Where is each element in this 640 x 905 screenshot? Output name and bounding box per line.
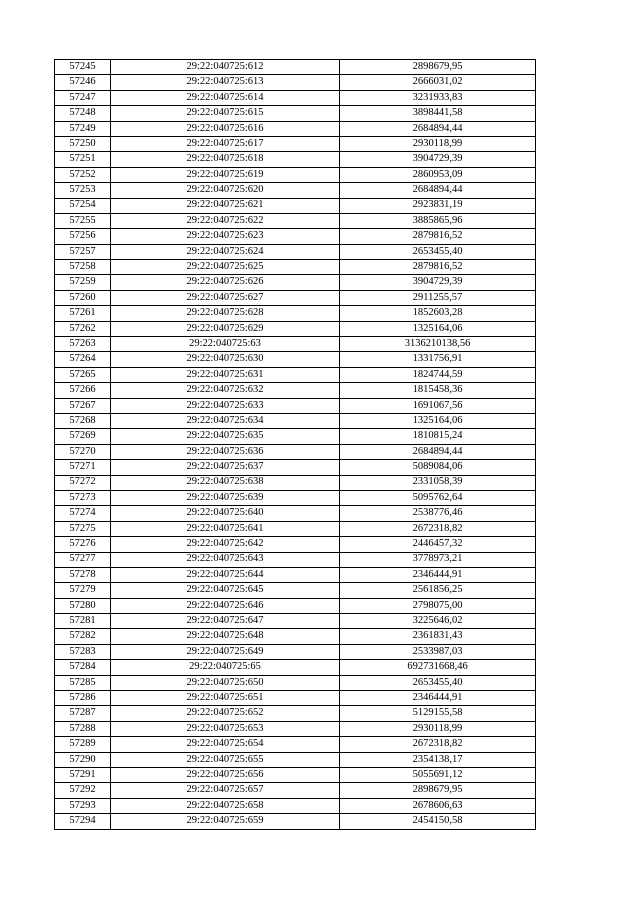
- cadastral-value-cell: 2684894,44: [340, 183, 536, 198]
- cadastral-value-cell: 3136210138,56: [340, 337, 536, 352]
- row-number-cell: 57291: [55, 767, 111, 782]
- table-row: [55, 614, 536, 629]
- cadastral-number-cell: 29:22:040725:632: [111, 383, 340, 398]
- table-row: [55, 798, 536, 813]
- row-number-cell: 57288: [55, 721, 111, 736]
- row-number-cell: 57270: [55, 444, 111, 459]
- cadastral-number-cell: 29:22:040725:652: [111, 706, 340, 721]
- cadastral-value-table: [54, 59, 536, 830]
- table-row: [55, 290, 536, 305]
- table-row: [55, 275, 536, 290]
- cadastral-number-cell: 29:22:040725:645: [111, 583, 340, 598]
- row-number-cell: 57275: [55, 521, 111, 536]
- table-row: [55, 75, 536, 90]
- row-number-cell: 57249: [55, 121, 111, 136]
- table-row: [55, 644, 536, 659]
- row-number-cell: 57251: [55, 152, 111, 167]
- table-row: [55, 475, 536, 490]
- cadastral-value-cell: 2653455,40: [340, 675, 536, 690]
- row-number-cell: 57287: [55, 706, 111, 721]
- cadastral-number-cell: 29:22:040725:615: [111, 106, 340, 121]
- table-row: [55, 629, 536, 644]
- cadastral-number-cell: 29:22:040725:649: [111, 644, 340, 659]
- table-row: [55, 752, 536, 767]
- cadastral-number-cell: 29:22:040725:624: [111, 244, 340, 259]
- cadastral-number-cell: 29:22:040725:618: [111, 152, 340, 167]
- cadastral-value-cell: 2538776,46: [340, 506, 536, 521]
- table-row: [55, 213, 536, 228]
- cadastral-number-cell: 29:22:040725:642: [111, 537, 340, 552]
- table-row: [55, 783, 536, 798]
- table-row: [55, 229, 536, 244]
- row-number-cell: 57273: [55, 490, 111, 505]
- cadastral-number-cell: 29:22:040725:650: [111, 675, 340, 690]
- cadastral-value-cell: 3904729,39: [340, 275, 536, 290]
- cadastral-number-cell: 29:22:040725:65: [111, 660, 340, 675]
- cadastral-value-cell: 2454150,58: [340, 814, 536, 829]
- row-number-cell: 57258: [55, 260, 111, 275]
- cadastral-number-cell: 29:22:040725:612: [111, 60, 340, 75]
- cadastral-value-cell: 1325164,06: [340, 413, 536, 428]
- cadastral-value-cell: 692731668,46: [340, 660, 536, 675]
- table-row: [55, 398, 536, 413]
- cadastral-value-cell: 2331058,39: [340, 475, 536, 490]
- row-number-cell: 57277: [55, 552, 111, 567]
- table-row: [55, 691, 536, 706]
- cadastral-value-cell: 2653455,40: [340, 244, 536, 259]
- table-row: [55, 737, 536, 752]
- row-number-cell: 57268: [55, 413, 111, 428]
- cadastral-value-cell: 2911255,57: [340, 290, 536, 305]
- cadastral-number-cell: 29:22:040725:625: [111, 260, 340, 275]
- row-number-cell: 57252: [55, 167, 111, 182]
- cadastral-number-cell: 29:22:040725:629: [111, 321, 340, 336]
- cadastral-value-cell: 2346444,91: [340, 567, 536, 582]
- table-row: [55, 352, 536, 367]
- table-row: [55, 306, 536, 321]
- row-number-cell: 57255: [55, 213, 111, 228]
- cadastral-value-cell: 3225646,02: [340, 614, 536, 629]
- cadastral-value-cell: 5089084,06: [340, 460, 536, 475]
- row-number-cell: 57280: [55, 598, 111, 613]
- cadastral-value-cell: 2798075,00: [340, 598, 536, 613]
- row-number-cell: 57256: [55, 229, 111, 244]
- cadastral-number-cell: 29:22:040725:628: [111, 306, 340, 321]
- row-number-cell: 57259: [55, 275, 111, 290]
- cadastral-number-cell: 29:22:040725:635: [111, 429, 340, 444]
- cadastral-value-cell: 2361831,43: [340, 629, 536, 644]
- row-number-cell: 57279: [55, 583, 111, 598]
- cadastral-number-cell: 29:22:040725:659: [111, 814, 340, 829]
- cadastral-value-cell: 1852603,28: [340, 306, 536, 321]
- table-row: [55, 383, 536, 398]
- cadastral-value-cell: 2561856,25: [340, 583, 536, 598]
- table-body: [55, 60, 536, 830]
- cadastral-value-cell: 3904729,39: [340, 152, 536, 167]
- cadastral-number-cell: 29:22:040725:656: [111, 767, 340, 782]
- cadastral-number-cell: 29:22:040725:639: [111, 490, 340, 505]
- cadastral-number-cell: 29:22:040725:613: [111, 75, 340, 90]
- cadastral-value-cell: 1810815,24: [340, 429, 536, 444]
- cadastral-number-cell: 29:22:040725:622: [111, 213, 340, 228]
- cadastral-number-cell: 29:22:040725:631: [111, 367, 340, 382]
- table-row: [55, 721, 536, 736]
- cadastral-number-cell: 29:22:040725:623: [111, 229, 340, 244]
- row-number-cell: 57246: [55, 75, 111, 90]
- table-row: [55, 660, 536, 675]
- cadastral-value-cell: 2923831,19: [340, 198, 536, 213]
- cadastral-value-cell: 2666031,02: [340, 75, 536, 90]
- cadastral-number-cell: 29:22:040725:643: [111, 552, 340, 567]
- row-number-cell: 57286: [55, 691, 111, 706]
- row-number-cell: 57292: [55, 783, 111, 798]
- cadastral-value-cell: 1691067,56: [340, 398, 536, 413]
- row-number-cell: 57274: [55, 506, 111, 521]
- row-number-cell: 57248: [55, 106, 111, 121]
- table-row: [55, 706, 536, 721]
- cadastral-value-cell: 2879816,52: [340, 229, 536, 244]
- row-number-cell: 57293: [55, 798, 111, 813]
- cadastral-number-cell: 29:22:040725:636: [111, 444, 340, 459]
- row-number-cell: 57282: [55, 629, 111, 644]
- cadastral-number-cell: 29:22:040725:647: [111, 614, 340, 629]
- table-row: [55, 367, 536, 382]
- table-row: [55, 136, 536, 151]
- cadastral-value-cell: 5055691,12: [340, 767, 536, 782]
- cadastral-value-cell: 2860953,09: [340, 167, 536, 182]
- table-row: [55, 198, 536, 213]
- row-number-cell: 57253: [55, 183, 111, 198]
- row-number-cell: 57266: [55, 383, 111, 398]
- row-number-cell: 57264: [55, 352, 111, 367]
- cadastral-value-cell: 2672318,82: [340, 737, 536, 752]
- cadastral-value-cell: 3885865,96: [340, 213, 536, 228]
- cadastral-value-cell: 5129155,58: [340, 706, 536, 721]
- table-row: [55, 567, 536, 582]
- row-number-cell: 57278: [55, 567, 111, 582]
- row-number-cell: 57271: [55, 460, 111, 475]
- cadastral-value-cell: 3898441,58: [340, 106, 536, 121]
- cadastral-value-cell: 2879816,52: [340, 260, 536, 275]
- table-row: [55, 429, 536, 444]
- cadastral-number-cell: 29:22:040725:634: [111, 413, 340, 428]
- cadastral-number-cell: 29:22:040725:646: [111, 598, 340, 613]
- cadastral-value-cell: 3778973,21: [340, 552, 536, 567]
- table-row: [55, 167, 536, 182]
- row-number-cell: 57283: [55, 644, 111, 659]
- cadastral-number-cell: 29:22:040725:633: [111, 398, 340, 413]
- table-row: [55, 767, 536, 782]
- cadastral-value-cell: 2898679,95: [340, 60, 536, 75]
- row-number-cell: 57265: [55, 367, 111, 382]
- cadastral-number-cell: 29:22:040725:644: [111, 567, 340, 582]
- cadastral-value-cell: 2930118,99: [340, 721, 536, 736]
- cadastral-number-cell: 29:22:040725:655: [111, 752, 340, 767]
- cadastral-value-cell: 2346444,91: [340, 691, 536, 706]
- cadastral-number-cell: 29:22:040725:638: [111, 475, 340, 490]
- table-row: [55, 183, 536, 198]
- row-number-cell: 57245: [55, 60, 111, 75]
- cadastral-number-cell: 29:22:040725:614: [111, 90, 340, 105]
- row-number-cell: 57247: [55, 90, 111, 105]
- table-row: [55, 337, 536, 352]
- cadastral-number-cell: 29:22:040725:657: [111, 783, 340, 798]
- cadastral-value-cell: 2898679,95: [340, 783, 536, 798]
- cadastral-value-cell: 1824744,59: [340, 367, 536, 382]
- row-number-cell: 57285: [55, 675, 111, 690]
- table-row: [55, 444, 536, 459]
- table-row: [55, 321, 536, 336]
- row-number-cell: 57276: [55, 537, 111, 552]
- cadastral-number-cell: 29:22:040725:651: [111, 691, 340, 706]
- cadastral-number-cell: 29:22:040725:637: [111, 460, 340, 475]
- cadastral-value-cell: 2354138,17: [340, 752, 536, 767]
- row-number-cell: 57281: [55, 614, 111, 629]
- table-row: [55, 260, 536, 275]
- cadastral-number-cell: 29:22:040725:627: [111, 290, 340, 305]
- table-row: [55, 537, 536, 552]
- cadastral-number-cell: 29:22:040725:626: [111, 275, 340, 290]
- cadastral-number-cell: 29:22:040725:653: [111, 721, 340, 736]
- cadastral-value-cell: 3231933,83: [340, 90, 536, 105]
- cadastral-number-cell: 29:22:040725:620: [111, 183, 340, 198]
- table-row: [55, 598, 536, 613]
- cadastral-value-cell: 2678606,63: [340, 798, 536, 813]
- table-row: [55, 413, 536, 428]
- row-number-cell: 57294: [55, 814, 111, 829]
- cadastral-number-cell: 29:22:040725:619: [111, 167, 340, 182]
- table-row: [55, 460, 536, 475]
- cadastral-value-cell: 2684894,44: [340, 121, 536, 136]
- cadastral-number-cell: 29:22:040725:617: [111, 136, 340, 151]
- cadastral-number-cell: 29:22:040725:641: [111, 521, 340, 536]
- row-number-cell: 57269: [55, 429, 111, 444]
- row-number-cell: 57289: [55, 737, 111, 752]
- cadastral-value-cell: 1325164,06: [340, 321, 536, 336]
- row-number-cell: 57257: [55, 244, 111, 259]
- cadastral-value-cell: 1331756,91: [340, 352, 536, 367]
- cadastral-value-cell: 5095762,64: [340, 490, 536, 505]
- table-row: [55, 506, 536, 521]
- table-row: [55, 106, 536, 121]
- table-row: [55, 60, 536, 75]
- cadastral-value-cell: 2533987,03: [340, 644, 536, 659]
- row-number-cell: 57260: [55, 290, 111, 305]
- table-row: [55, 90, 536, 105]
- row-number-cell: 57254: [55, 198, 111, 213]
- cadastral-number-cell: 29:22:040725:621: [111, 198, 340, 213]
- cadastral-number-cell: 29:22:040725:63: [111, 337, 340, 352]
- cadastral-value-cell: 2930118,99: [340, 136, 536, 151]
- table-row: [55, 814, 536, 829]
- cadastral-number-cell: 29:22:040725:630: [111, 352, 340, 367]
- row-number-cell: 57267: [55, 398, 111, 413]
- row-number-cell: 57263: [55, 337, 111, 352]
- table-row: [55, 152, 536, 167]
- row-number-cell: 57250: [55, 136, 111, 151]
- table-row: [55, 675, 536, 690]
- row-number-cell: 57290: [55, 752, 111, 767]
- row-number-cell: 57284: [55, 660, 111, 675]
- table-row: [55, 521, 536, 536]
- cadastral-number-cell: 29:22:040725:616: [111, 121, 340, 136]
- cadastral-number-cell: 29:22:040725:640: [111, 506, 340, 521]
- row-number-cell: 57272: [55, 475, 111, 490]
- cadastral-value-cell: 1815458,36: [340, 383, 536, 398]
- table-row: [55, 490, 536, 505]
- cadastral-number-cell: 29:22:040725:648: [111, 629, 340, 644]
- cadastral-value-cell: 2672318,82: [340, 521, 536, 536]
- row-number-cell: 57261: [55, 306, 111, 321]
- table-row: [55, 121, 536, 136]
- table-row: [55, 244, 536, 259]
- table-row: [55, 552, 536, 567]
- cadastral-number-cell: 29:22:040725:654: [111, 737, 340, 752]
- cadastral-number-cell: 29:22:040725:658: [111, 798, 340, 813]
- cadastral-value-cell: 2446457,32: [340, 537, 536, 552]
- cadastral-value-cell: 2684894,44: [340, 444, 536, 459]
- table-row: [55, 583, 536, 598]
- row-number-cell: 57262: [55, 321, 111, 336]
